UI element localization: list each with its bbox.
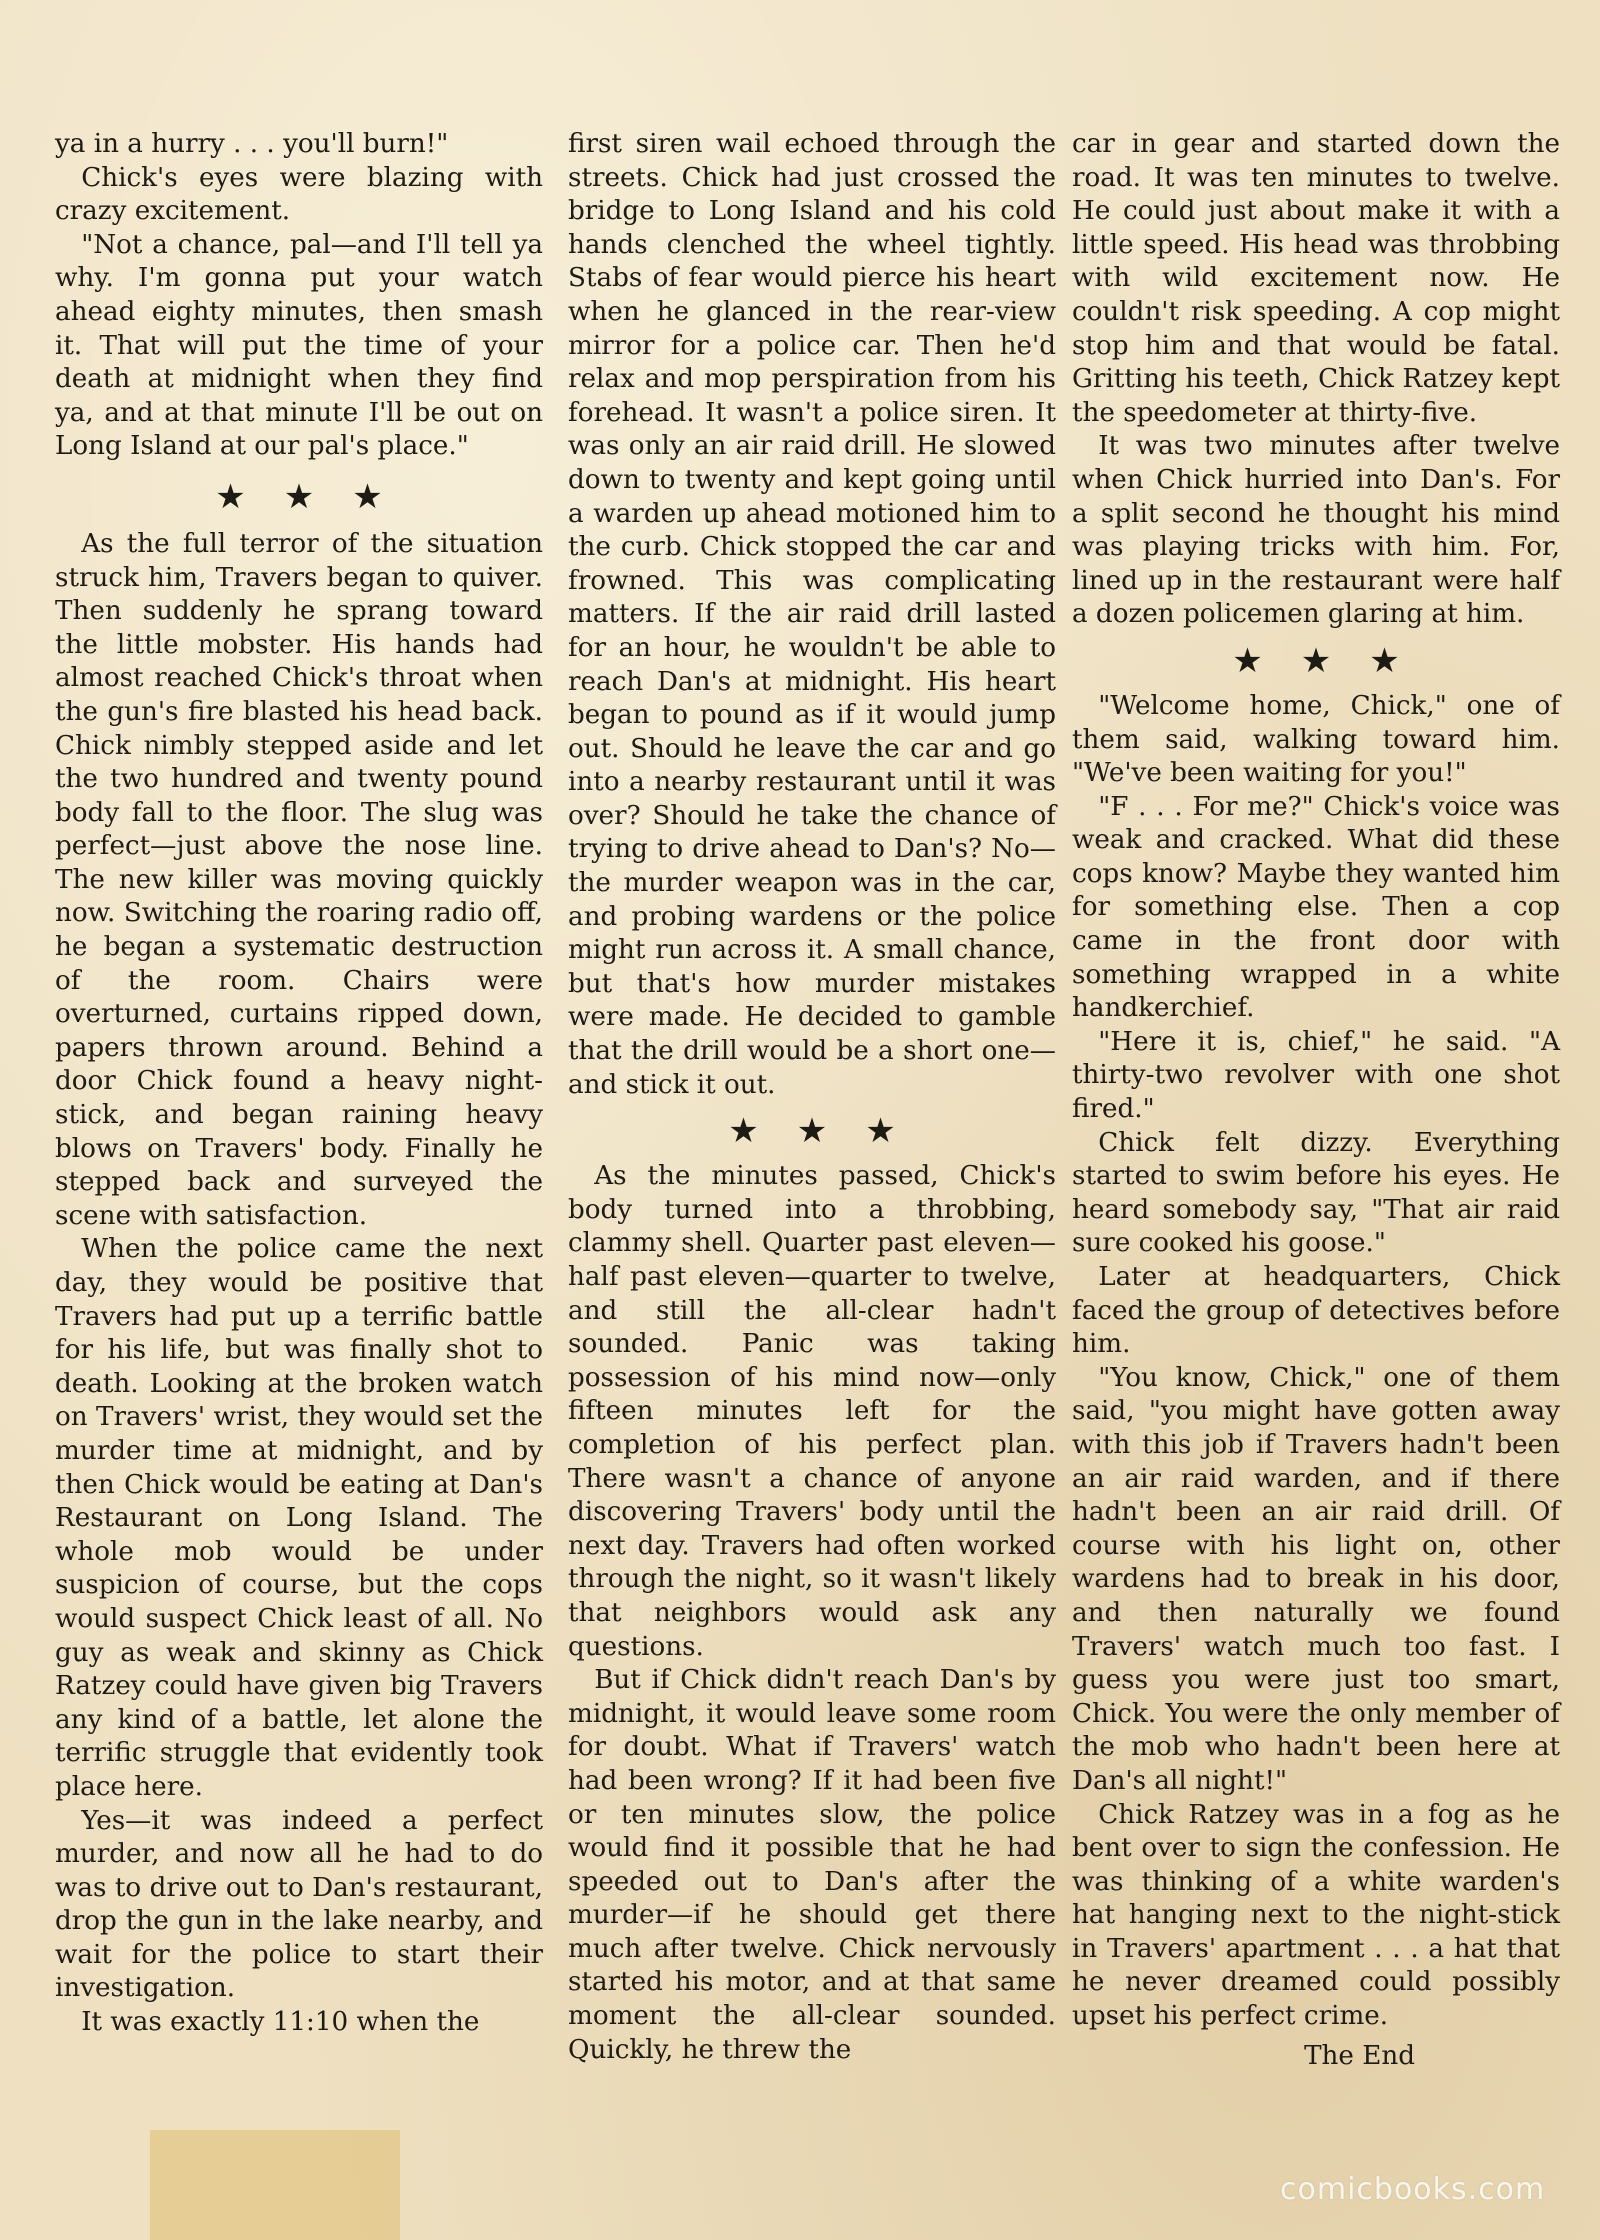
paragraph: "Here it is, chief," he said. "A thirty-two revolver with one shot fired." (1072, 1026, 1560, 1125)
paragraph: It was exactly 11:10 when the (81, 2007, 480, 2038)
paragraph: When the police came the next day, they would be positive that Travers had put up a terrific battle for his life, but was finally shot to death. Looking at the broken watch on Travers' wrist, they would set the murder time at midnight, and by then Chick would be eating at Dan's Restaurant on Long Island. The whole mob would be under suspicion of course, but the cops would suspect Chick least of all. No guy as weak and skinny as Chick Ratzey could have given big Travers any kind of a battle, let alone the terrific struggle that evidently took place here. (55, 1234, 543, 1802)
section-break-stars: ★★★ (1232, 640, 1438, 681)
text-column-1 (55, 128, 543, 2040)
paragraph: But if Chick didn't reach Dan's by midnight, it would leave some room for doubt. What if Travers' watch had been wrong? If it had been five or ten minutes slow, the police would find it possible that he had speeded out to Dan's after the murder—if he should get there much after twelve. Chick nervously started his motor, and at that same moment the all-clear sounded. Quickly, he threw the (568, 1665, 1056, 2065)
section-break-stars: ★★★ (215, 476, 421, 517)
paragraph: ya in a hurry . . . you'll burn!" (55, 129, 449, 159)
paragraph: Chick Ratzey was in a fog as he bent over to sign the confession. He was thinking of a white warden's hat hanging next to the night-stick in Travers' apartment . . . a hat that he never dreamed could possibly upset his perfect crime. (1072, 1799, 1560, 2032)
paper-stain (150, 2130, 400, 2240)
paragraph: "Welcome home, Chick," one of them said, walking toward him. "We've been waiting for you!" (1072, 690, 1560, 789)
paragraph: As the minutes passed, Chick's body turned into a throbbing, clammy shell. Quarter past eleven—half past eleven—quarter to twelve, and still the all-clear hadn't sounded. Panic was taking possession of his mind now—only fifteen minutes left for the completion of his perfect plan. There wasn't a chance of anyone discovering Travers' body until the next day. Travers had often worked through the night, so it wasn't likely that neighbors would ask any questions. (568, 1161, 1056, 1662)
paragraph: Chick's eyes were blazing with crazy excitement. (55, 162, 543, 227)
paragraph: Later at headquarters, Chick faced the group of detectives before him. (1072, 1262, 1560, 1360)
paragraph: It was two minutes after twelve when Chick hurried into Dan's. For a split second he thought his mind was playing tricks with him. For, lined up in the restaurant were half a dozen policemen glaring at him. (1072, 431, 1560, 630)
paragraph: first siren wail echoed through the streets. Chick had just crossed the bridge to Long Island and his cold hands clenched the wheel tightly. Stabs of fear would pierce his heart when he glanced in the rear-view mirror for a police car. Then he'd relax and mop perspiration from his forehead. It wasn't a police siren. It was only an air raid drill. He slowed down to twenty and kept going until a warden up ahead motioned him to the curb. Chick stopped the car and frowned. This was complicating matters. If the air raid drill lasted for an hour, he wouldn't be able to reach Dan's at midnight. His heart began to pound as if it would jump out. Should he leave the car and go into a nearby restaurant until it was over? Should he take the chance of trying to drive ahead to Dan's? No—the murder weapon was in the car, and probing wardens or the police might run across it. A small chance, but that's how murder mistakes were made. He decided to gamble that the drill would be a short one—and stick it out. (568, 129, 1056, 1100)
watermark: comicbooks.com (1280, 2172, 1546, 2207)
paragraph: car in gear and started down the road. It was ten minutes to twelve. He could just about make it with a little speed. His head was throbbing with wild excitement now. He couldn't risk speeding. A cop might stop him and that would be fatal. Gritting his teeth, Chick Ratzey kept the speedometer at thirty-five. (1072, 129, 1560, 428)
text-column-2 (568, 128, 1056, 2067)
section-break-stars: ★★★ (728, 1111, 934, 1152)
the-end-label: The End (1304, 2040, 1415, 2071)
paragraph: As the full terror of the situation struck him, Travers began to quiver. Then suddenly he sprang toward the little mobster. His hands had almost reached Chick's throat when the gun's fire blasted his head back. Chick nimbly stepped aside and let the two hundred and twenty pound body fall to the floor. The slug was perfect—just above the nose line. The new killer was moving quickly now. Switching the roaring radio off, he began a systematic destruction of the room. Chairs were overturned, curtains ripped down, papers thrown around. Behind a door Chick found a heavy night-stick, and began raining heavy blows on Travers' body. Finally he stepped back and surveyed the scene with satisfaction. (55, 528, 543, 1231)
paragraph: "You know, Chick," one of them said, "you might have gotten away with this job if Travers hadn't been an air raid warden, and if there hadn't been an air raid drill. Of course with his light on, other wardens had to break in his door, and then naturally we found Travers' watch much too fast. I guess you were just too smart, Chick. You were the only member of the mob who hadn't been here at Dan's all night!" (1072, 1362, 1560, 1796)
paragraph: Yes—it was indeed a perfect murder, and now all he had to do was to drive out to Dan's restaurant, drop the gun in the lake nearby, and wait for the police to start their investigation. (55, 1805, 543, 2004)
paragraph: "Not a chance, pal—and I'll tell ya why. I'm gonna put your watch ahead eighty minutes, then smash it. That will put the time of your death at midnight when they find ya, and at that minute I'll be out on Long Island at our pal's place." (55, 229, 543, 462)
paragraph: Chick felt dizzy. Everything started to swim before his eyes. He heard somebody say, "That air raid sure cooked his goose." (1072, 1127, 1560, 1259)
text-column-3 (1072, 128, 1560, 2073)
paragraph: "F . . . For me?" Chick's voice was weak and cracked. What did these cops know? Maybe they wanted him for something else. Then a cop came in the front door with something wrapped in a white handkerchief. (1072, 791, 1560, 1024)
